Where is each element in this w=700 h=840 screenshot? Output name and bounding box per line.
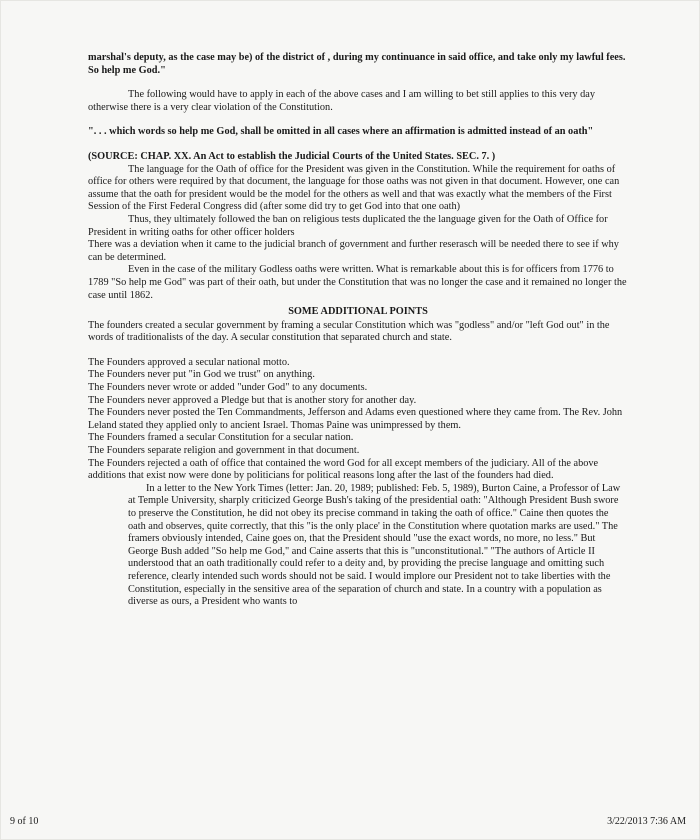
source-citation: (SOURCE: CHAP. XX. An Act to establish the Judicial Courts of the United States. SEC. 7. ) bbox=[88, 150, 496, 162]
oath-ending-paragraph: marshal's deputy, as the case may be) of the district of , during my continuance in said office, and take only my lawful fees. So help me God." bbox=[88, 52, 626, 76]
points-list bbox=[88, 357, 628, 483]
apply-paragraph: The following would have to apply in each of the above cases and I am willing to bet still applies to this very day otherwise there is a very clear violation of the Constitution. bbox=[88, 89, 595, 113]
page-number: 9 of 10 bbox=[10, 816, 39, 827]
military-oath-paragraph: Even in the case of the military Godless oaths were written. What is remarkable about this is for officers from 1776 to 1789 "So help me God" was part of their oath, but under the Constitution that was no longer the case and it remained no longer the case until 1862. bbox=[88, 264, 627, 301]
list-item: The Founders never put "in God we trust" on anything. bbox=[88, 369, 315, 381]
list-item: The Founders never posted the Ten Commandments, Jefferson and Adams even questioned where they came from. The Rev. John Leland stated they applied only to ancient Israel. Thomas Paine was unimpressed by them. bbox=[88, 407, 623, 431]
list-item: The Founders never approved a Pledge but that is another story for another day. bbox=[88, 394, 417, 406]
print-timestamp: 3/22/2013 7:36 AM bbox=[607, 816, 686, 827]
page-body bbox=[88, 52, 628, 609]
list-item: The Founders framed a secular Constitution for a secular nation. bbox=[88, 432, 354, 444]
list-item: The Founders separate religion and government in that document. bbox=[88, 445, 360, 457]
letter-paragraph: In a letter to the New York Times (letter: Jan. 20, 1989; published: Feb. 5, 1989), Burton Caine, a Professor of Law at Temple University, sharply criticized George Bush's taking of the presidential oath: "Although President Bush swore to preserve the Constitution, he did not obey its precise command in taking the oath of office." Caine then quotes the oath and observes, quite correctly, that this "is the only place' in the Constitution where quotation marks are used." The framers obviously intended, Caine goes on, that the President should "use the exact words, no more, no less." But George Bush added "So help me God," and Caine asserts that this is "unconstitutional." "The authors of Article II understood that an oath traditionally could refer to a deity and, by providing the precise language and omitting such reference, clearly intended such words should not be said. I would implore our President not to take liberties with the Constitution, especially in the sensitive area of the separation of church and state. In a country with a population as diverse as ours, a President who wants to bbox=[128, 482, 621, 608]
list-item: The Founders never wrote or added "under God" to any documents. bbox=[88, 382, 368, 394]
ban-paragraph: Thus, they ultimately followed the ban on religious tests duplicated the the language given for the Oath of Office for President in writing oaths for other officer holders bbox=[88, 213, 608, 238]
affirmation-quote: ". . . which words so help me God, shall be omitted in all cases where an affirmation is admitted instead of an oath" bbox=[88, 126, 594, 138]
judicial-deviation-paragraph: There was a deviation when it came to the judicial branch of government and further reserasch will be needed there to see if why can be determined. bbox=[88, 239, 619, 263]
intro-paragraph: The founders created a secular government by framing a secular Constitution which was "godless" and/or "left God out" in the words of traditionalists of the day. A secular constitution that separated church and state. bbox=[88, 319, 610, 344]
list-item: The Founders rejected a oath of office that contained the word God for all except members of the judiciary. All of the above additions that exist now were done by politicians for political reasons long after the last of the founders had died. bbox=[88, 457, 599, 482]
list-item: The Founders approved a secular national motto. bbox=[88, 356, 290, 368]
oath-language-paragraph: The language for the Oath of office for the President was given in the Constitution. While the requirement for oaths of office for others were required by that document, the language for those oaths was not given in that document. However, one can assume that the oath for president would be the model for the others as well and that was exactly what the members of the First Session of the First Federal Congress did (after some did try to get God into that one oath) bbox=[88, 163, 620, 213]
section-heading: SOME ADDITIONAL POINTS bbox=[288, 306, 428, 318]
